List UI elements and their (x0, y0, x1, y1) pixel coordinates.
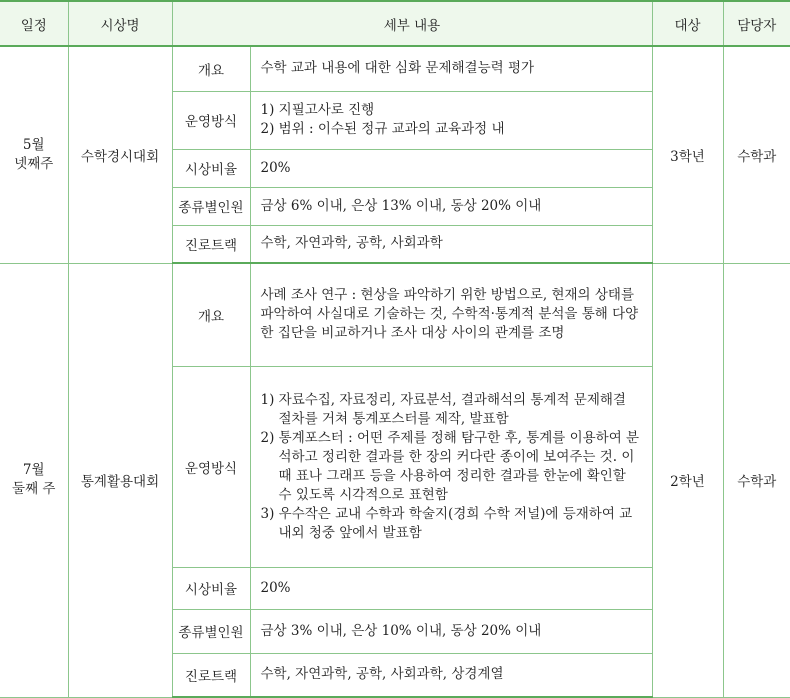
category-label: 운영방식 (172, 366, 250, 567)
table-row (0, 46, 790, 91)
detail-text: 20% (250, 149, 652, 187)
detail-text: 20% (250, 567, 652, 609)
header-detail: 세부 내용 (172, 1, 652, 46)
header-row (0, 1, 790, 46)
category-label: 시상비율 (172, 567, 250, 609)
detail-text: 금상 6% 이내, 은상 13% 이내, 동상 20% 이내 (250, 187, 652, 225)
category-label: 시상비율 (172, 149, 250, 187)
target-grade: 3학년 (652, 46, 723, 263)
category-label: 진로트랙 (172, 225, 250, 263)
detail-text: 사례 조사 연구 : 현상을 파악하기 위한 방법으로, 현재의 상태를 파악하여 사실대로 기술하는 것, 수학적·통계적 분석을 통해 다양한 집단을 비교하거나 조사 대상 사이의 관계를 조명 (250, 263, 652, 366)
header-schedule: 일정 (0, 1, 68, 46)
list-item: 2) 범위 : 이수된 정규 교과의 교육과정 내 (260, 121, 505, 137)
detail-list (250, 91, 652, 149)
schedule-week: 넷째주 (14, 155, 54, 172)
list-item: 3) 우수작은 교내 수학과 학술지(경희 수학 저널)에 등재하여 교내외 청중 앞에서 발표함 (260, 505, 633, 541)
schedule-cell (0, 46, 68, 263)
category-label: 개요 (172, 263, 250, 366)
schedule-month: 7월 (22, 462, 45, 478)
header-target: 대상 (652, 1, 723, 46)
category-label: 운영방식 (172, 91, 250, 149)
detail-text: 금상 3% 이내, 은상 10% 이내, 동상 20% 이내 (250, 609, 652, 653)
list-item: 1) 자료수집, 자료정리, 자료분석, 결과해석의 통계적 문제해결 절차를 거쳐 통계포스터를 제작, 발표함 (260, 391, 626, 427)
schedule-month: 5월 (22, 136, 45, 153)
category-label: 종류별인원 (172, 187, 250, 225)
manager-dept: 수학과 (723, 46, 790, 263)
schedule-week: 둘째 주 (12, 481, 56, 497)
target-grade: 2학년 (652, 263, 723, 697)
detail-text: 수학, 자연과학, 공학, 사회과학 (250, 225, 652, 263)
manager-dept: 수학과 (723, 263, 790, 697)
table-row (0, 263, 790, 366)
detail-text: 수학 교과 내용에 대한 심화 문제해결능력 평가 (250, 46, 652, 91)
detail-text: 수학, 자연과학, 공학, 사회과학, 상경계열 (250, 653, 652, 697)
header-award: 시상명 (68, 1, 172, 46)
list-item: 1) 지필고사로 진행 (260, 102, 375, 118)
schedule-cell (0, 263, 68, 697)
detail-list (250, 366, 652, 567)
award-name: 수학경시대회 (68, 46, 172, 263)
category-label: 진로트랙 (172, 653, 250, 697)
list-item: 2) 통계포스터 : 어떤 주제를 정해 탐구한 후, 통계를 이용하여 분석하고 정리한 결과를 한 장의 커다란 종이에 보여주는 것. 이때 표나 그래프 등을 사용하여 정리한 결과를 한눈에 확인할 수 있도록 시각적으로 표현함 (260, 429, 640, 503)
award-name: 통계활용대회 (68, 263, 172, 697)
header-manager: 담당자 (723, 1, 790, 46)
category-label: 종류별인원 (172, 609, 250, 653)
category-label: 개요 (172, 46, 250, 91)
